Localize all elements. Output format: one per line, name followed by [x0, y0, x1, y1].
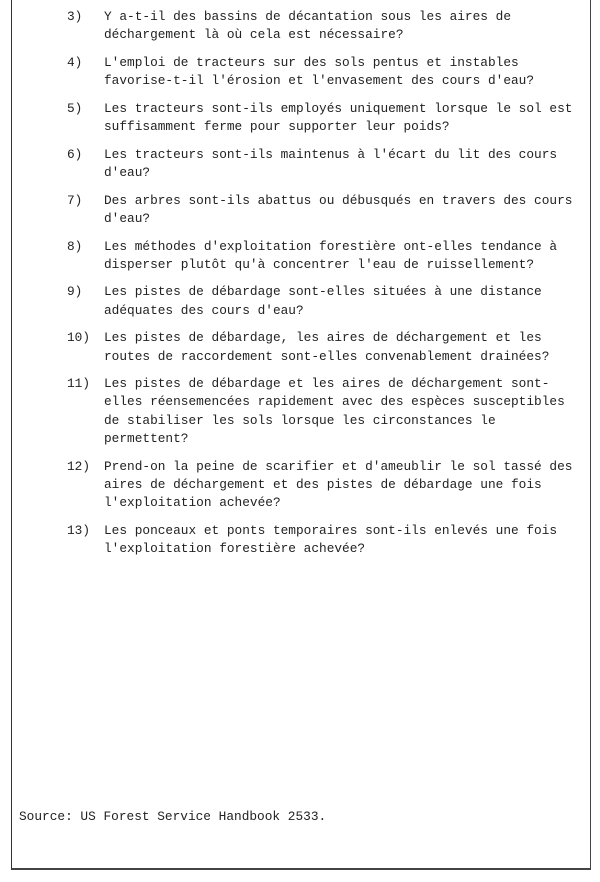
question-line: Y a-t-il des bassins de décantation sous les aires de [104, 9, 512, 24]
question-text [104, 192, 572, 228]
question-item [67, 8, 587, 44]
question-line: aires de déchargement et des pistes de débardage une fois [104, 476, 542, 492]
question-line: l'exploitation forestière achevée? [104, 540, 366, 556]
question-line: Les tracteurs sont-ils employés uniquement lorsque le sol est [104, 100, 573, 116]
question-line: favorise-t-il l'érosion et l'envasement des cours d'eau? [104, 73, 535, 89]
question-line: Les pistes de débardage et les aires de déchargement sont- [104, 376, 550, 392]
question-text [104, 522, 557, 558]
question-line: Les tracteurs sont-ils maintenus à l'écart du lit des cours [104, 146, 558, 162]
question-line: disperser plutôt qu'à concentrer l'eau de ruissellement? [104, 256, 535, 272]
question-number: 11) [67, 376, 91, 392]
question-number: 12) [67, 458, 91, 474]
question-number: 9) [67, 284, 83, 300]
question-line: Les pistes de débardage sont-elles situées à une distance [104, 284, 542, 300]
question-line: Les pistes de débardage, les aires de déchargement et les [104, 330, 542, 346]
question-line: Les ponceaux et ponts temporaires sont-ils enlevés une fois [104, 522, 558, 538]
question-number: 13) [67, 522, 91, 538]
question-line: elles réensemencées rapidement avec des espèces susceptibles [104, 394, 565, 410]
question-line: permettent? [104, 430, 189, 446]
question-text [104, 8, 511, 44]
source-note: Source: US Forest Service Handbook 2533. [19, 809, 327, 824]
question-text [104, 375, 565, 448]
question-item [67, 54, 587, 90]
question-line: suffisamment ferme pour supporter leur poids? [104, 119, 450, 135]
question-text [104, 329, 549, 365]
question-item [67, 375, 587, 448]
question-item [67, 100, 587, 136]
question-line: adéquates des cours d'eau? [104, 302, 304, 318]
question-text [104, 146, 557, 182]
question-item [67, 238, 587, 274]
question-number: 4) [67, 54, 83, 70]
question-number: 5) [67, 100, 83, 116]
question-line: déchargement là où cela est nécessaire? [104, 27, 404, 43]
question-item [67, 522, 587, 558]
question-text [104, 458, 572, 513]
question-line: l'exploitation achevée? [104, 494, 281, 510]
question-number: 10) [67, 330, 91, 346]
question-item [67, 458, 587, 513]
question-number: 7) [67, 192, 83, 208]
question-text [104, 238, 557, 274]
question-item [67, 329, 587, 365]
question-line: de stabiliser les sols lorsque les circonstances le [104, 412, 496, 428]
question-list [67, 8, 587, 568]
question-number: 3) [67, 9, 83, 24]
question-item [67, 192, 587, 228]
question-text [104, 54, 534, 90]
question-line: routes de raccordement sont-elles convenablement drainées? [104, 348, 550, 364]
question-line: d'eau? [104, 210, 151, 226]
question-line: Prend-on la peine de scarifier et d'ameublir le sol tassé des [104, 458, 573, 474]
question-item [67, 283, 587, 319]
question-line: d'eau? [104, 164, 151, 180]
question-line: Les méthodes d'exploitation forestière ont-elles tendance à [104, 238, 558, 254]
question-number: 6) [67, 146, 83, 162]
question-number: 8) [67, 238, 83, 254]
question-line: L'emploi de tracteurs sur des sols pentus et instables [104, 54, 519, 70]
question-line: Des arbres sont-ils abattus ou débusqués en travers des cours [104, 192, 573, 208]
question-item [67, 146, 587, 182]
question-text [104, 283, 542, 319]
question-text [104, 100, 572, 136]
